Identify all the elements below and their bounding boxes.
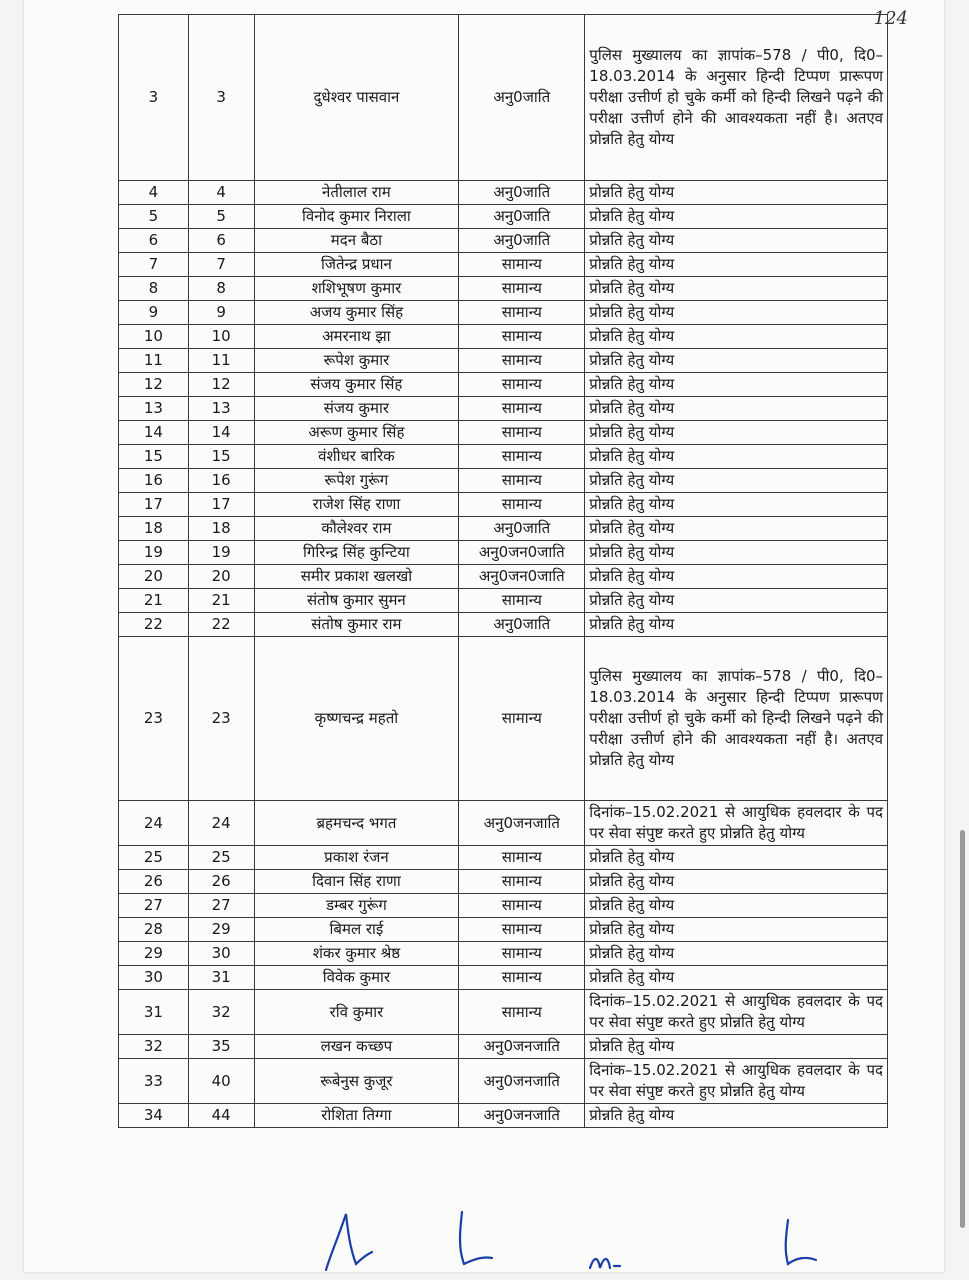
serial-number-cell: 33 xyxy=(119,1059,189,1104)
serial-number-cell: 32 xyxy=(119,1035,189,1059)
remark-cell: प्रोन्नति हेतु योग्य xyxy=(585,301,888,325)
name-cell: रूपेश गुरूंग xyxy=(254,469,459,493)
remark-cell: प्रोन्नति हेतु योग्य xyxy=(585,349,888,373)
name-cell: बिमल राई xyxy=(254,918,459,942)
remark-text: दिनांक–15.02.2021 से आयुधिक हवलदार के पद पर सेवा संपुष्ट करते हुए प्रोन्नति हेतु योग्य xyxy=(589,992,883,1031)
seniority-number-cell: 8 xyxy=(188,277,254,301)
serial-number-cell: 28 xyxy=(119,918,189,942)
seniority-number-cell: 40 xyxy=(188,1059,254,1104)
name-cell: रूबेनुस कुजूर xyxy=(254,1059,459,1104)
category-cell: सामान्य xyxy=(459,277,585,301)
remark-cell xyxy=(585,15,888,181)
serial-number-cell: 22 xyxy=(119,613,189,637)
table-row xyxy=(119,990,888,1035)
remark-cell: प्रोन्नति हेतु योग्य xyxy=(585,894,888,918)
name-cell: रोशिता तिग्गा xyxy=(254,1104,459,1128)
remark-cell: प्रोन्नति हेतु योग्य xyxy=(585,565,888,589)
name-cell: शंकर कुमार श्रेष्ठ xyxy=(254,942,459,966)
remark-text: पुलिस मुख्यालय का ज्ञापांक–578 / पी0, दि0–18.03.2014 के अनुसार हिन्दी टिप्पण प्रारूपण परीक्षा उत्तीर्ण हो चुके कर्मी को हिन्दी लिखने पढ़ने की परीक्षा उत्तीर्ण होने की आवश्यकता नहीं है। अतएव प्रोन्नति हेतु योग्य xyxy=(589,667,883,769)
table-row xyxy=(119,846,888,870)
category-cell: अनु0जाति xyxy=(459,229,585,253)
serial-number-cell: 12 xyxy=(119,373,189,397)
remark-cell xyxy=(585,801,888,846)
remark-cell: प्रोन्नति हेतु योग्य xyxy=(585,253,888,277)
category-cell: अनु0जनजाति xyxy=(459,801,585,846)
category-cell: सामान्य xyxy=(459,325,585,349)
serial-number-cell: 29 xyxy=(119,942,189,966)
seniority-number-cell: 10 xyxy=(188,325,254,349)
remark-cell: प्रोन्नति हेतु योग्य xyxy=(585,942,888,966)
serial-number-cell: 10 xyxy=(119,325,189,349)
remark-cell: प्रोन्नति हेतु योग्य xyxy=(585,541,888,565)
table-row xyxy=(119,373,888,397)
category-cell: सामान्य xyxy=(459,846,585,870)
table-row xyxy=(119,966,888,990)
name-cell: रवि कुमार xyxy=(254,990,459,1035)
category-cell: अनु0जन0जाति xyxy=(459,565,585,589)
seniority-number-cell: 5 xyxy=(188,205,254,229)
seniority-number-cell: 26 xyxy=(188,870,254,894)
category-cell: सामान्य xyxy=(459,397,585,421)
category-cell: अनु0जनजाति xyxy=(459,1035,585,1059)
remark-cell: प्रोन्नति हेतु योग्य xyxy=(585,397,888,421)
seniority-number-cell: 31 xyxy=(188,966,254,990)
serial-number-cell: 34 xyxy=(119,1104,189,1128)
table-row xyxy=(119,589,888,613)
serial-number-cell: 11 xyxy=(119,349,189,373)
category-cell: सामान्य xyxy=(459,469,585,493)
promotion-table xyxy=(118,14,888,1128)
remark-cell: प्रोन्नति हेतु योग्य xyxy=(585,229,888,253)
table-row xyxy=(119,205,888,229)
remark-cell: प्रोन्नति हेतु योग्य xyxy=(585,1104,888,1128)
seniority-number-cell: 6 xyxy=(188,229,254,253)
category-cell: अनु0जाति xyxy=(459,613,585,637)
signature-3-stroke xyxy=(590,1259,620,1268)
name-cell: संतोष कुमार राम xyxy=(254,613,459,637)
category-cell: सामान्य xyxy=(459,253,585,277)
name-cell: विवेक कुमार xyxy=(254,966,459,990)
serial-number-cell: 15 xyxy=(119,445,189,469)
table-row xyxy=(119,517,888,541)
serial-number-cell: 23 xyxy=(119,637,189,801)
category-cell: सामान्य xyxy=(459,349,585,373)
serial-number-cell: 24 xyxy=(119,801,189,846)
serial-number-cell: 30 xyxy=(119,966,189,990)
serial-number-cell: 21 xyxy=(119,589,189,613)
seniority-number-cell: 44 xyxy=(188,1104,254,1128)
seniority-number-cell: 25 xyxy=(188,846,254,870)
remark-cell: प्रोन्नति हेतु योग्य xyxy=(585,445,888,469)
seniority-number-cell: 18 xyxy=(188,517,254,541)
table-row xyxy=(119,1104,888,1128)
category-cell: सामान्य xyxy=(459,589,585,613)
table-row xyxy=(119,469,888,493)
table-row xyxy=(119,541,888,565)
table-row xyxy=(119,493,888,517)
category-cell: अनु0जन0जाति xyxy=(459,541,585,565)
name-cell: विनोद कुमार निराला xyxy=(254,205,459,229)
category-cell: अनु0जाति xyxy=(459,517,585,541)
table-row xyxy=(119,445,888,469)
table-row xyxy=(119,894,888,918)
category-cell: सामान्य xyxy=(459,421,585,445)
category-cell: अनु0जनजाति xyxy=(459,1059,585,1104)
serial-number-cell: 4 xyxy=(119,181,189,205)
name-cell: कौलेश्वर राम xyxy=(254,517,459,541)
serial-number-cell: 6 xyxy=(119,229,189,253)
remark-cell: प्रोन्नति हेतु योग्य xyxy=(585,589,888,613)
table-row xyxy=(119,801,888,846)
table-row xyxy=(119,421,888,445)
category-cell: सामान्य xyxy=(459,918,585,942)
table-row xyxy=(119,229,888,253)
name-cell: रूपेश कुमार xyxy=(254,349,459,373)
signature-1-stroke xyxy=(326,1214,372,1270)
seniority-number-cell: 11 xyxy=(188,349,254,373)
table-row xyxy=(119,277,888,301)
table-row xyxy=(119,349,888,373)
scrollbar-thumb[interactable] xyxy=(960,830,965,1228)
name-cell: नेतीलाल राम xyxy=(254,181,459,205)
table-row xyxy=(119,565,888,589)
signature-3 xyxy=(586,1246,626,1272)
name-cell: प्रकाश रंजन xyxy=(254,846,459,870)
category-cell: अनु0जाति xyxy=(459,181,585,205)
serial-number-cell: 31 xyxy=(119,990,189,1035)
signature-1 xyxy=(316,1208,376,1272)
serial-number-cell: 3 xyxy=(119,15,189,181)
serial-number-cell: 25 xyxy=(119,846,189,870)
remark-cell: प्रोन्नति हेतु योग्य xyxy=(585,469,888,493)
remark-cell: प्रोन्नति हेतु योग्य xyxy=(585,870,888,894)
serial-number-cell: 17 xyxy=(119,493,189,517)
seniority-number-cell: 30 xyxy=(188,942,254,966)
remark-cell: प्रोन्नति हेतु योग्य xyxy=(585,421,888,445)
seniority-number-cell: 3 xyxy=(188,15,254,181)
seniority-number-cell: 20 xyxy=(188,565,254,589)
category-cell: सामान्य xyxy=(459,966,585,990)
table-row xyxy=(119,918,888,942)
name-cell: ब्रहमचन्द भगत xyxy=(254,801,459,846)
remark-cell xyxy=(585,1059,888,1104)
seniority-number-cell: 12 xyxy=(188,373,254,397)
table-row xyxy=(119,325,888,349)
serial-number-cell: 20 xyxy=(119,565,189,589)
serial-number-cell: 27 xyxy=(119,894,189,918)
seniority-number-cell: 32 xyxy=(188,990,254,1035)
name-cell: दिवान सिंह राणा xyxy=(254,870,459,894)
table-row xyxy=(119,942,888,966)
remark-cell: प्रोन्नति हेतु योग्य xyxy=(585,1035,888,1059)
seniority-number-cell: 24 xyxy=(188,801,254,846)
remark-cell: प्रोन्नति हेतु योग्य xyxy=(585,181,888,205)
name-cell: डम्बर गुरूंग xyxy=(254,894,459,918)
remark-cell: प्रोन्नति हेतु योग्य xyxy=(585,517,888,541)
name-cell: समीर प्रकाश खलखो xyxy=(254,565,459,589)
document-page xyxy=(24,0,944,1272)
seniority-number-cell: 17 xyxy=(188,493,254,517)
remark-cell: प्रोन्नति हेतु योग्य xyxy=(585,277,888,301)
name-cell: अजय कुमार सिंह xyxy=(254,301,459,325)
category-cell: सामान्य xyxy=(459,942,585,966)
remark-cell: प्रोन्नति हेतु योग्य xyxy=(585,373,888,397)
category-cell: सामान्य xyxy=(459,894,585,918)
table-row xyxy=(119,181,888,205)
serial-number-cell: 13 xyxy=(119,397,189,421)
table-row xyxy=(119,397,888,421)
serial-number-cell: 14 xyxy=(119,421,189,445)
name-cell: कृष्णचन्द्र महतो xyxy=(254,637,459,801)
category-cell: सामान्य xyxy=(459,637,585,801)
remark-cell: प्रोन्नति हेतु योग्य xyxy=(585,966,888,990)
signature-2 xyxy=(442,1210,502,1270)
remark-cell xyxy=(585,990,888,1035)
seniority-number-cell: 19 xyxy=(188,541,254,565)
serial-number-cell: 8 xyxy=(119,277,189,301)
seniority-number-cell: 35 xyxy=(188,1035,254,1059)
table-row xyxy=(119,1035,888,1059)
serial-number-cell: 9 xyxy=(119,301,189,325)
name-cell: गिरिन्द्र सिंह कुन्टिया xyxy=(254,541,459,565)
name-cell: जितेन्द्र प्रधान xyxy=(254,253,459,277)
name-cell: दुधेश्वर पासवान xyxy=(254,15,459,181)
remark-cell xyxy=(585,637,888,801)
seniority-number-cell: 14 xyxy=(188,421,254,445)
seniority-number-cell: 21 xyxy=(188,589,254,613)
category-cell: सामान्य xyxy=(459,493,585,517)
table-row xyxy=(119,1059,888,1104)
seniority-number-cell: 9 xyxy=(188,301,254,325)
table-row xyxy=(119,301,888,325)
serial-number-cell: 18 xyxy=(119,517,189,541)
remark-cell: प्रोन्नति हेतु योग्य xyxy=(585,493,888,517)
category-cell: सामान्य xyxy=(459,445,585,469)
seniority-number-cell: 29 xyxy=(188,918,254,942)
table-body xyxy=(119,15,888,1128)
seniority-number-cell: 16 xyxy=(188,469,254,493)
signature-4 xyxy=(764,1216,824,1272)
remark-text: दिनांक–15.02.2021 से आयुधिक हवलदार के पद पर सेवा संपुष्ट करते हुए प्रोन्नति हेतु योग्य xyxy=(589,1061,883,1100)
category-cell: सामान्य xyxy=(459,301,585,325)
name-cell: वंशीधर बारिक xyxy=(254,445,459,469)
table-row xyxy=(119,15,888,181)
category-cell: अनु0जनजाति xyxy=(459,1104,585,1128)
name-cell: मदन बैठा xyxy=(254,229,459,253)
name-cell: संजय कुमार xyxy=(254,397,459,421)
name-cell: शशिभूषण कुमार xyxy=(254,277,459,301)
name-cell: अरूण कुमार सिंह xyxy=(254,421,459,445)
remark-cell: प्रोन्नति हेतु योग्य xyxy=(585,918,888,942)
seniority-number-cell: 7 xyxy=(188,253,254,277)
category-cell: सामान्य xyxy=(459,990,585,1035)
table-row xyxy=(119,613,888,637)
category-cell: अनु0जाति xyxy=(459,205,585,229)
seniority-number-cell: 4 xyxy=(188,181,254,205)
seniority-number-cell: 27 xyxy=(188,894,254,918)
signature-4-stroke xyxy=(786,1220,816,1264)
name-cell: संजय कुमार सिंह xyxy=(254,373,459,397)
category-cell: सामान्य xyxy=(459,870,585,894)
name-cell: राजेश सिंह राणा xyxy=(254,493,459,517)
seniority-number-cell: 15 xyxy=(188,445,254,469)
table-row xyxy=(119,870,888,894)
remark-cell: प्रोन्नति हेतु योग्य xyxy=(585,205,888,229)
seniority-number-cell: 23 xyxy=(188,637,254,801)
remark-text: दिनांक–15.02.2021 से आयुधिक हवलदार के पद पर सेवा संपुष्ट करते हुए प्रोन्नति हेतु योग्य xyxy=(589,803,883,842)
page-number: 124 xyxy=(873,8,908,29)
table-row xyxy=(119,253,888,277)
serial-number-cell: 16 xyxy=(119,469,189,493)
serial-number-cell: 19 xyxy=(119,541,189,565)
name-cell: लखन कच्छप xyxy=(254,1035,459,1059)
name-cell: अमरनाथ झा xyxy=(254,325,459,349)
signature-2-stroke xyxy=(460,1212,492,1264)
seniority-number-cell: 22 xyxy=(188,613,254,637)
name-cell: संतोष कुमार सुमन xyxy=(254,589,459,613)
table-row xyxy=(119,637,888,801)
remark-cell: प्रोन्नति हेतु योग्य xyxy=(585,846,888,870)
seniority-number-cell: 13 xyxy=(188,397,254,421)
category-cell: अनु0जाति xyxy=(459,15,585,181)
remark-cell: प्रोन्नति हेतु योग्य xyxy=(585,325,888,349)
remark-text: पुलिस मुख्यालय का ज्ञापांक–578 / पी0, दि0–18.03.2014 के अनुसार हिन्दी टिप्पण प्रारूपण परीक्षा उत्तीर्ण हो चुके कर्मी को हिन्दी लिखने पढ़ने की परीक्षा उत्तीर्ण होने की आवश्यकता नहीं है। अतएव प्रोन्नति हेतु योग्य xyxy=(589,46,883,148)
remark-cell: प्रोन्नति हेतु योग्य xyxy=(585,613,888,637)
category-cell: सामान्य xyxy=(459,373,585,397)
serial-number-cell: 7 xyxy=(119,253,189,277)
serial-number-cell: 5 xyxy=(119,205,189,229)
serial-number-cell: 26 xyxy=(119,870,189,894)
